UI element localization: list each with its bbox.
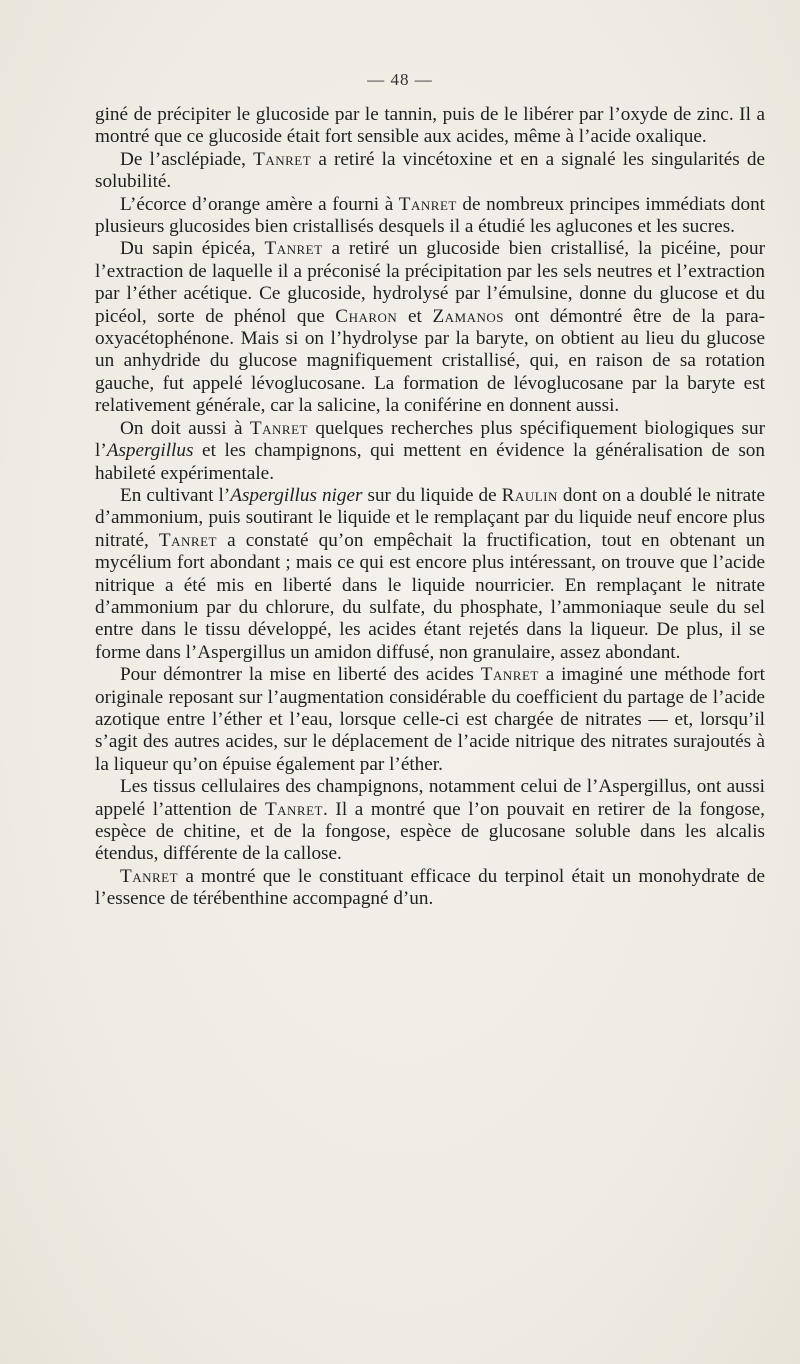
text-run: a constaté qu’on empêchait la fructification, tout en obtenant un mycélium fort abondant ; mais ce qui est encore plus intéressant, on trouve que l’acide nitrique a été mis en liberté dans le liquide nourricier. En remplaçant le nitrate d’ammonium par du chlorure, du sulfate, du phosphate, l’ammoniaque seule du sel entre dans le tissu développé, les acides étant rejetés dans la liqueur. De plus, il se forme dans l’Aspergillus un amidon diffusé, non granulaire, assez abondant. [95,529,766,663]
text-run: Pour démontrer la mise en liberté des acides [120,664,481,686]
paragraph-p2 [95,149,765,194]
small-caps-name: Tanret [158,529,217,551]
paragraph-p5 [95,418,765,485]
small-caps-name: Raulin [501,484,558,506]
page-number: — 48 — [367,70,433,89]
text-run: giné de précipiter le glucoside par le tannin, puis de le libérer par l’oxyde de zinc. Il a montré que ce glucoside était fort sensible aux acides, même à l’acide oxalique. [95,104,765,148]
text-run: quelques recherches plus spécifiquement biologiques sur l’ [95,417,765,462]
text-run: Les tissus cellulaires des champignons, notamment celui de l’Aspergillus, ont aussi appelé l’attention de [95,776,765,820]
text-run: L’écorce d’orange amère a fourni à [120,193,399,215]
text-run: On doit aussi à [120,417,250,439]
paragraph-p1 [95,104,765,149]
small-caps-name: Tanret [264,238,323,260]
text-run: de nombreux principes immédiats dont plusieurs glucosides bien cristallisés desquels il a étudié les aglucones et les sucres. [95,193,765,238]
text-run: ont démontré être de la para-oxyacétophénone. Mais si on l’hydrolyse par la baryte, on obtient au lieu du glucose un anhydride du glucose magnifiquement cristallisé, qui, en raison de sa rotation gauche, fut appelé lévoglucosane. La formation de lévoglucosane par la baryte est relativement générale, car la salicine, la coniférine en donnent aussi. [95,305,766,417]
small-caps-name: Tanret [120,865,179,887]
paragraph-p9 [95,866,765,911]
paragraph-p8 [95,776,765,866]
italic-text: Aspergillus niger [230,484,363,506]
text-run: sur du liquide de [362,484,502,506]
text-run: En cultivant l’ [120,484,231,506]
small-caps-name: Tanret [480,664,539,686]
text-run: De l’asclépiade, [120,148,254,170]
paragraph-p4 [95,238,765,417]
paragraph-p3 [95,194,765,239]
text-run: et les champignons, qui mettent en évidence la généralisation de son habileté expérimentale. [95,440,765,484]
small-caps-name: Tanret [253,148,312,170]
small-caps-name: Tanret [249,417,308,439]
text-run: a retiré la vincétoxine et en a signalé les singularités de solubilité. [95,148,765,193]
body-text [95,104,765,911]
small-caps-name: Tanret [264,798,323,820]
paragraph-p7 [95,664,765,776]
small-caps-name: Charon [335,305,398,327]
small-caps-name: Zamanos [432,305,505,327]
text-run: a montré que le constituant efficace du terpinol était un monohydrate de l’essence de térébenthine accompagné d’un. [95,865,765,910]
text-run: dont on a doublé le nitrate d’ammonium, puis soutirant le liquide et le remplaçant par du liquide neuf encore plus nitraté, [95,484,765,551]
text-run: a imaginé une méthode fort originale reposant sur l’augmentation considérable du coefficient du partage de l’acide azotique entre l’éther et l’eau, lorsque celle-ci est chargée de nitrates — et, lorsqu’il s’agit des autres acides, sur le déplacement de l’acide nitrique des nitrates surajoutés à la liqueur qu’on épuise également par l’éther. [95,664,765,775]
small-caps-name: Tanret [398,193,457,215]
text-run: . Il a montré que l’on pouvait en retirer de la fongose, espèce de chitine, et de la fongose, espèce de glucosane soluble dans les alcalis étendus, différente de la callose. [95,798,765,865]
italic-text: Aspergillus [106,440,194,462]
text-run: Du sapin épicéa, [120,238,265,260]
text-run: a retiré un glucoside bien cristallisé, la picéine, pour l’extraction de laquelle il a préconisé la précipitation par les sels neutres et l’extraction par l’éther acétique. Ce glucoside, hydrolysé par l’émulsine, donne du glucose et du picéol, sorte de phénol que [95,238,765,327]
text-run: et [397,305,433,327]
paragraph-p6 [95,485,765,664]
